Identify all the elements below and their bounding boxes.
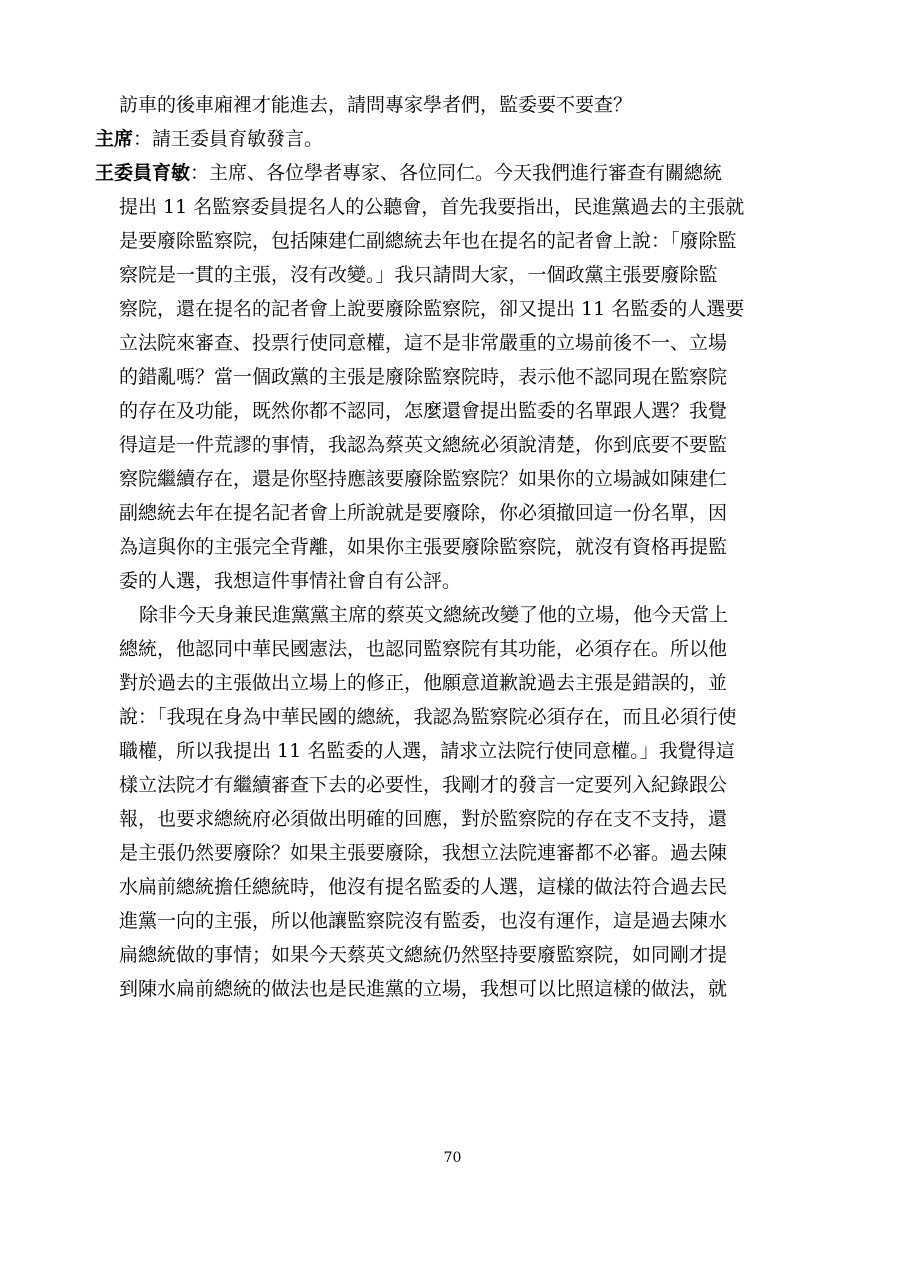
speech-line: 委的人選，我想這件事情社會自有公評。 <box>119 570 462 592</box>
paragraph-line: 是主張仍然要廢除？如果主張要廢除，我想立法院連審都不必審。過去陳 <box>119 842 728 864</box>
paragraph-line: 扁總統做的事情；如果今天蔡英文總統仍然堅持要廢監察院，如同剛才提 <box>119 944 728 966</box>
page-number: 70 <box>443 1150 462 1166</box>
speaker-name-legislator: 王委員育敏 <box>95 162 191 184</box>
paragraph-line: 樣立法院才有繼續審查下去的必要性，我剛才的發言一定要列入紀錄跟公 <box>119 774 728 796</box>
speech-line: 是要廢除監察院，包括陳建仁副總統去年也在提名的記者會上說：「廢除監 <box>119 230 737 252</box>
paragraph-line: 到陳水扁前總統的做法也是民進黨的立場，我想可以比照這樣的做法，就 <box>119 978 728 1000</box>
speech-line: 的存在及功能，既然你都不認同，怎麼還會提出監委的名單跟人選？我覺 <box>119 400 728 422</box>
speech-first-line <box>95 156 815 190</box>
speaker-separator: ： <box>190 162 210 184</box>
speech-line: 察院繼續存在，還是你堅持應該要廢除監察院？如果你的立場誠如陳建仁 <box>119 468 728 490</box>
continuation-line: 訪車的後車廂裡才能進去，請問專家學者們，監委要不要查？ <box>119 94 633 116</box>
paragraph-line: 對於過去的主張做出立場上的修正，他願意道歉說過去主張是錯誤的，並 <box>119 672 728 694</box>
transcript-body <box>95 88 815 1006</box>
speech-line: 提出 11 名監察委員提名人的公聽會，首先我要指出，民進黨過去的主張就 <box>119 196 745 218</box>
paragraph-line: 職權，所以我提出 11 名監委的人選，請求立法院行使同意權。」我覺得這 <box>119 740 735 762</box>
utterance-text: 主席、各位學者專家、各位同仁。今天我們進行審查有關總統 <box>209 162 723 184</box>
speech-line: 的錯亂嗎？當一個政黨的主張是廢除監察院時，表示他不認同現在監察院 <box>119 366 728 388</box>
speech-line: 得這是一件荒謬的事情，我認為蔡英文總統必須說清楚，你到底要不要監 <box>119 434 728 456</box>
paragraph-line: 總統，他認同中華民國憲法，也認同監察院有其功能，必須存在。所以他 <box>119 638 728 660</box>
speech-line: 察院，還在提名的記者會上說要廢除監察院，卻又提出 11 名監委的人選要 <box>119 298 745 320</box>
paragraph-line: 說：「我現在身為中華民國的總統，我認為監察院必須存在，而且必須行使 <box>119 706 737 728</box>
paragraph-line: 報，也要求總統府必須做出明確的回應，對於監察院的存在支不支持，還 <box>119 808 728 830</box>
speech-line: 立法院來審查、投票行使同意權，這不是非常嚴重的立場前後不一、立場 <box>119 332 728 354</box>
utterance-text: 請王委員育敏發言。 <box>152 128 324 150</box>
paragraph-line: 進黨一向的主張，所以他讓監察院沒有監委，也沒有運作，這是過去陳水 <box>119 910 728 932</box>
speaker-separator: ： <box>133 128 153 150</box>
speech-line: 副總統去年在提名記者會上所說就是要廢除，你必須撤回這一份名單，因 <box>119 502 728 524</box>
paragraph-first-line: 除非今天身兼民進黨黨主席的蔡英文總統改變了他的立場，他今天當上 <box>139 604 729 626</box>
paragraph-line: 水扁前總統擔任總統時，他沒有提名監委的人選，這樣的做法符合過去民 <box>119 876 728 898</box>
speaker-name-chair: 主席 <box>95 128 134 150</box>
chair-utterance <box>95 122 815 156</box>
speech-line: 察院是一貫的主張，沒有改變。」我只請問大家，一個政黨主張要廢除監 <box>119 264 718 286</box>
speech-line: 為這與你的主張完全背離，如果你主張要廢除監察院，就沒有資格再提監 <box>119 536 728 558</box>
